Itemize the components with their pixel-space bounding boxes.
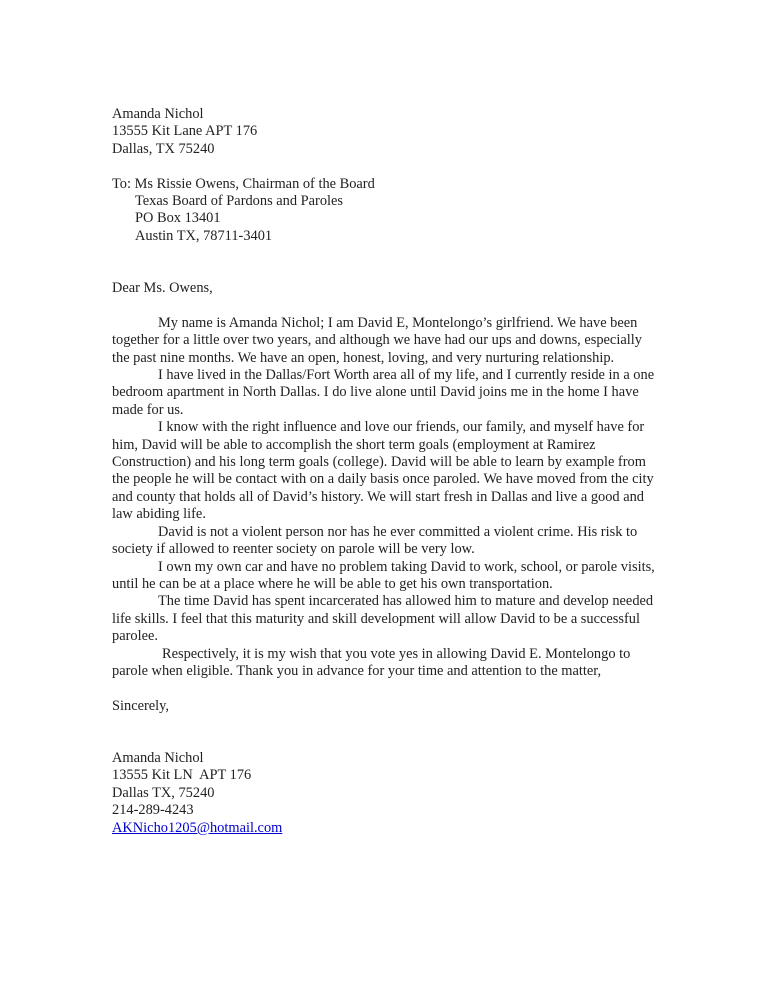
letter-page (112, 106, 657, 837)
spacer (112, 715, 657, 750)
sender-city: Dallas, TX 75240 (112, 140, 215, 157)
sender-address-block (112, 106, 657, 158)
signature-name: Amanda Nichol (112, 749, 204, 766)
signature-city: Dallas TX, 75240 (112, 784, 215, 801)
signature-phone: 214-289-4243 (112, 802, 194, 819)
recipient-line-2: Texas Board of Pardons and Paroles (135, 193, 344, 210)
salutation: Dear Ms. Owens, (112, 280, 213, 297)
spacer (112, 158, 657, 175)
recipient-address-block (112, 176, 657, 246)
recipient-line-1: To: Ms Rissie Owens, Chairman of the Board (112, 175, 375, 192)
letter-body (112, 315, 657, 681)
sender-street: 13555 Kit Lane APT 176 (112, 123, 258, 140)
body-paragraph-5: I own my own car and have no problem taking David to work, school, or parole visits, until he can be at a place where he will be able to get his own transportation. (112, 558, 655, 592)
recipient-line-3: PO Box 13401 (135, 210, 221, 227)
signature-street: 13555 Kit LN APT 176 (112, 767, 252, 784)
closing: Sincerely, (112, 697, 170, 714)
body-paragraph-3: I know with the right influence and love our friends, our family, and myself have for him, David will be able to accomplish the short term goals (employment at Ramirez Construction) and his long term goals (college). David will be able to learn by example from the people he will be contact with on a daily basis once paroled. We have moved from the city and county that holds all of David’s history. We will start fresh in Dallas and live a good and law abiding life. (112, 419, 654, 523)
body-paragraph-1: My name is Amanda Nichol; I am David E, Montelongo’s girlfriend. We have been together for a little over two years, and although we have had our ups and downs, especially the past nine months. We have an open, honest, loving, and very nurturing relationship. (112, 314, 642, 366)
body-paragraph-4: David is not a violent person nor has he ever committed a violent crime. His risk to society if allowed to reenter society on parole will be very low. (112, 523, 638, 558)
sender-name: Amanda Nichol (112, 106, 204, 122)
body-paragraph-7: Respectively, it is my wish that you vote yes in allowing David E. Montelongo to parole when eligible. Thank you in advance for your time and attention to the matter, (112, 645, 631, 679)
body-paragraph-2: I have lived in the Dallas/Fort Worth area all of my life, and I currently reside in a one bedroom apartment in North Dallas. I do live alone until David joins me in the home I have made for us. (112, 367, 655, 418)
spacer (112, 297, 657, 314)
signature-email-link[interactable]: AKNicho1205@hotmail.com (112, 819, 283, 836)
recipient-indented-lines (112, 193, 657, 245)
spacer (112, 680, 657, 697)
body-paragraph-6: The time David has spent incarcerated has allowed him to mature and develop needed life skills. I feel that this maturity and skill development will allow David to be a successful parolee. (112, 593, 654, 645)
signature-block (112, 750, 657, 837)
spacer (112, 245, 657, 280)
recipient-line-4: Austin TX, 78711-3401 (135, 227, 273, 244)
